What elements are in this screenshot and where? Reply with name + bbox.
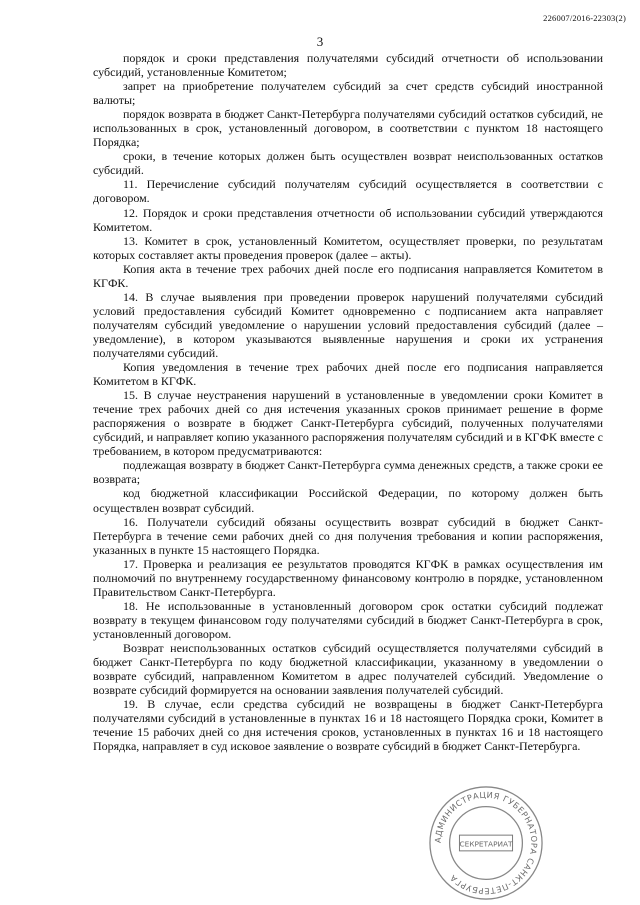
paragraph: 14. В случае выявления при проведении проверок нарушений получателями субсидий условий предоставления субсидий Комитет одновременно с подписанием акта направляет получателям субсидий уведомление о нарушении условий предоставления субсидий (далее – уведомление), в котором указываются выявленные нарушения и сроки их устранения получателями субсидий. — [93, 289, 603, 360]
paragraph: порядок и сроки представления получателями субсидий отчетности об использовании субсидий, установленные Комитетом; — [93, 51, 603, 80]
paragraph: Возврат неиспользованных остатков субсидий осуществляется получателями субсидий в бюджет Санкт-Петербурга по коду бюджетной классификации, указанному в уведомлении о возврате субсидий, направленном Комитетом в адрес получателей субсидий. Уведомление о возврате субсидий формируется на основании заявления получателей субсидий. — [93, 640, 603, 698]
paragraph: код бюджетной классификации Российской Федерации, по которому должен быть осуществлен возврат субсидий. — [93, 486, 603, 515]
document-body — [93, 51, 603, 753]
paragraph: порядок возврата в бюджет Санкт-Петербурга получателями субсидий остатков субсидий, не использованных в срок, установленный договором, в соответствии с пунктом 18 настоящего Порядка; — [93, 107, 603, 150]
document-id: 226007/2016-22303(2) — [543, 13, 626, 23]
paragraph: 17. Проверка и реализация ее результатов проводятся КГФК в рамках осуществления им полномочий по внутреннему государственному финансовому контролю в порядке, установленном Правительством Санкт-Петербурга. — [93, 556, 603, 599]
paragraph: подлежащая возврату в бюджет Санкт-Петербурга сумма денежных средств, а также сроки ее возврата; — [93, 458, 603, 487]
stamp-ring-text: АДМИНИСТРАЦИЯ ГУБЕРНАТОРА САНКТ-ПЕТЕРБУРГА — [432, 789, 540, 897]
paragraph: Копия уведомления в течение трех рабочих дней после его подписания направляется Комитетом в КГФК. — [93, 360, 603, 389]
page-number: 3 — [316, 34, 324, 49]
paragraph: 18. Не использованные в установленный договором срок остатки субсидий подлежат возврату в текущем финансовом году получателями субсидий в бюджет Санкт-Петербурга в срок, установленный договором. — [93, 598, 603, 641]
paragraph: сроки, в течение которых должен быть осуществлен возврат неиспользованных остатков субсидий. — [93, 149, 603, 178]
paragraph: 13. Комитет в срок, установленный Комитетом, осуществляет проверки, по результатам которых составляет акты проведения проверок (далее – акты). — [93, 233, 603, 262]
paragraph: 11. Перечисление субсидий получателям субсидий осуществляется в соответствии с договором. — [93, 177, 603, 206]
stamp-center-text: СЕКРЕТАРИАТ — [459, 839, 513, 849]
paragraph: 16. Получатели субсидий обязаны осуществить возврат субсидий в бюджет Санкт-Петербурга в течение семи рабочих дней со дня получения требования и копии распоряжения, указанных в пункте 15 настоящего Порядка. — [93, 514, 603, 557]
paragraph: 15. В случае неустранения нарушений в установленные в уведомлении сроки Комитет в течение трех рабочих дней со дня истечения указанных сроков принимает решение в форме распоряжения о возврате в бюджет Санкт-Петербурга субсидий, полученных получателями субсидий, и направляет копию указанного распоряжения получателям субсидий и в КГФК вместе с требованием, в котором предусматриваются: — [93, 388, 603, 459]
secretariat-stamp — [427, 784, 545, 902]
paragraph: 19. В случае, если средства субсидий не возвращены в бюджет Санкт-Петербурга получателями субсидий в установленные в пунктах 16 и 18 настоящего Порядка сроки, Комитет в течение 15 рабочих дней со дня истечения сроков, установленных в пунктах 16 и 18 настоящего Порядка, направляет в суд исковое заявление о возврате субсидий в бюджет Санкт-Петербурга. — [93, 697, 603, 754]
paragraph: 12. Порядок и сроки представления отчетности об использовании субсидий утверждаются Комитетом. — [93, 205, 603, 234]
paragraph: запрет на приобретение получателем субсидий за счет средств субсидий иностранной валюты; — [93, 79, 603, 108]
paragraph: Копия акта в течение трех рабочих дней после его подписания направляется Комитетом в КГФК. — [93, 261, 603, 290]
